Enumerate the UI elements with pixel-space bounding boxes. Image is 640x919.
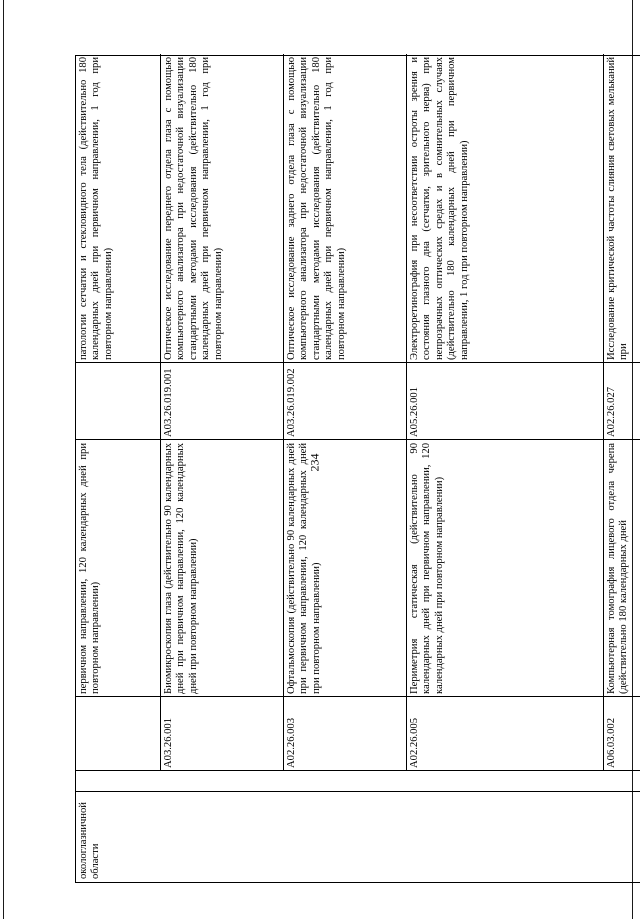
desc-b: патологии сетчатки и стекловидного тела (действительно 180 календарных дней при первичном направлении, 1 год при повторном направлении) — [78, 57, 114, 360]
desc-b: Оптическое исследование переднего отдела глаза с помощью компьютерного анализатора при недостаточной визуализации стандартными методами исследования (действительно 180 календарных дней при первичном направлении, 1 год при повторном направлении) — [163, 57, 224, 360]
desc-b-cell — [407, 54, 603, 363]
desc-a-cell — [284, 440, 406, 697]
table-row — [76, 54, 160, 771]
desc-a-cell — [76, 440, 160, 697]
desc-a: первичном направлении, 120 календарных дней при повторном направлении) — [78, 443, 102, 694]
desc-b-cell — [76, 54, 160, 363]
code-b-cell — [161, 363, 283, 440]
col1-cell — [76, 792, 136, 882]
table-row — [406, 54, 603, 771]
desc-b-cell — [604, 54, 640, 363]
code-a-cell — [76, 697, 160, 771]
table-row — [160, 54, 283, 771]
desc-a: Биомикроскопия глаза (действительно 90 календарных дней при первичном направлении, 120 календарных дней при повторном направлении) — [163, 443, 199, 694]
code-b: A02.26.027 — [606, 386, 617, 437]
code-a-cell — [161, 697, 283, 771]
col1-text: окологлазничной области — [78, 802, 102, 879]
code-b-cell — [604, 363, 640, 440]
code-b-cell — [407, 363, 603, 440]
rotated-table — [75, 55, 640, 883]
desc-a-cell — [604, 440, 640, 697]
desc-a: Периметрия статическая (действительно 90 календарных дней при первичном направлении, 120 календарных дней при повторном направлении) — [409, 443, 445, 694]
page-number: 234 — [307, 453, 322, 472]
code-a: A02.26.005 — [409, 717, 420, 768]
code-b-cell — [76, 363, 160, 440]
code-b: A03.26.019.001 — [163, 368, 174, 437]
code-a: A02.26.003 — [286, 717, 297, 768]
code-b: A03.26.019.002 — [286, 368, 297, 437]
desc-b-cell — [161, 54, 283, 363]
code-a-cell — [407, 697, 603, 771]
desc-b: Исследование критической частоты слияния световых мельканий при — [606, 57, 630, 360]
code-b-cell — [284, 363, 406, 440]
code-a: A03.26.001 — [163, 717, 174, 768]
scan-edge-left — [3, 0, 4, 919]
code-a-cell — [604, 697, 640, 771]
desc-b: Оптическое исследование заднего отдела глаза с помощью компьютерного анализатора при недостаточной визуализации стандартными методами исследования (действительно 180 календарных дней при первичном направлении, 1 год при повторном направлении) — [286, 57, 347, 360]
code-a: A06.03.002 — [606, 717, 617, 768]
desc-b-cell — [284, 54, 406, 363]
services-table — [75, 55, 640, 883]
desc-a-cell — [161, 440, 283, 697]
desc-a: Компьютерная томография лицевого отдела черепа (действительно 180 календарных дней — [606, 443, 630, 694]
table-row — [283, 54, 406, 771]
table-row — [603, 54, 640, 771]
code-b: A05.26.001 — [409, 386, 420, 437]
desc-a: Офтальмоскопия (действительно 90 календарных дней при первичном направлении, 120 календарных дней при повторном направлении) — [286, 443, 322, 694]
desc-b: Электроретинография при несоответствии остроты зрения и состояния глазного дна (сетчатки, зрительного нерва) при непрозрачных оптических средах и в сомнительных случаях (действительно 180 календарных дней при первичном направлении, 1 год при повторном направлении) — [409, 57, 470, 360]
code-a-cell — [284, 697, 406, 771]
col1-divider — [76, 791, 640, 792]
desc-a-cell — [407, 440, 603, 697]
